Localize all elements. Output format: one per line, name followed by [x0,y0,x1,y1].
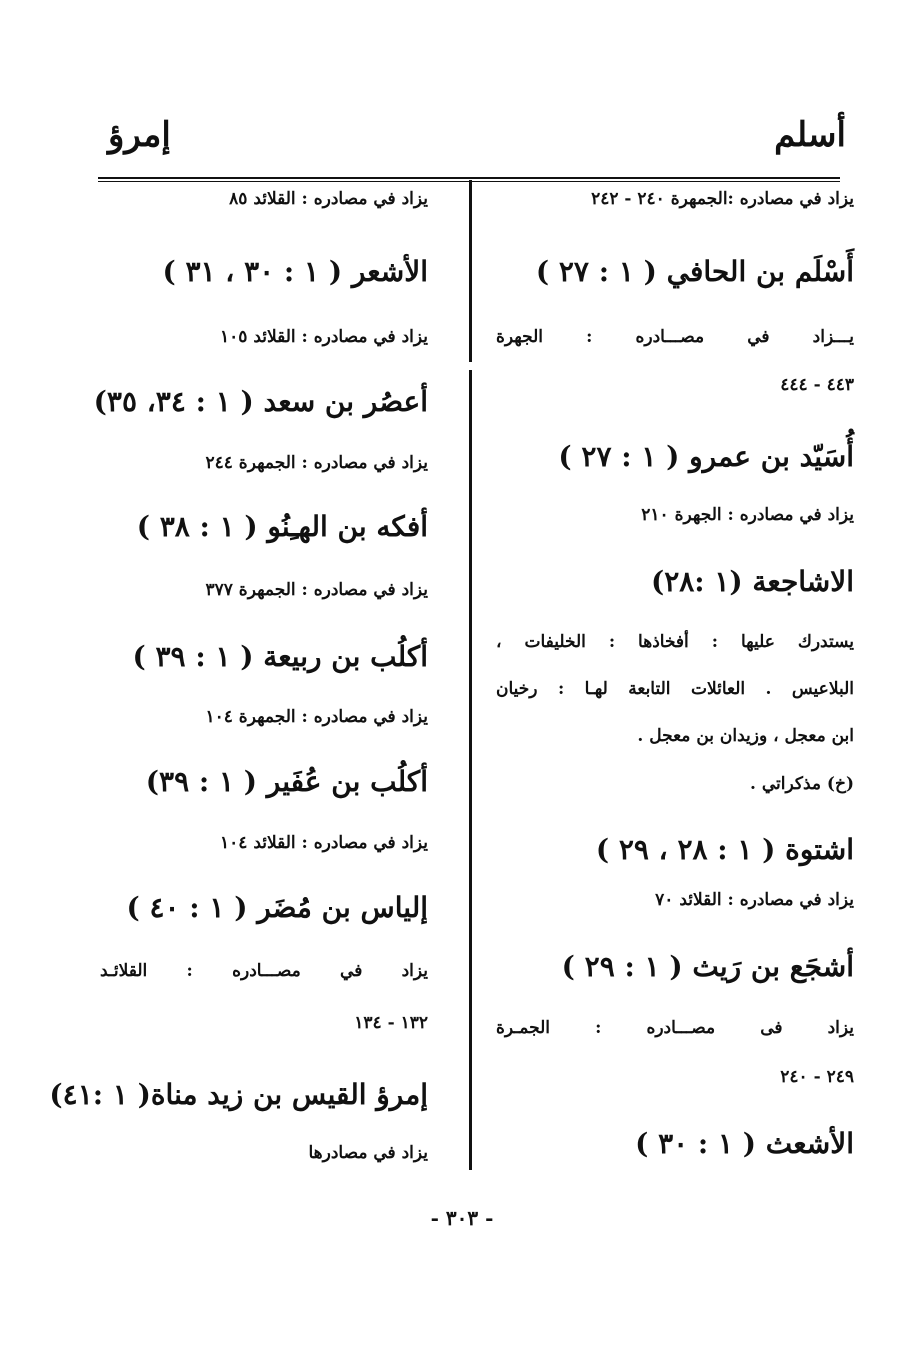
entry-note-line: يستدرك عليها : أفخاذها : الخليفات ، [496,632,854,652]
entry-source-continuation: ٤٤٣ - ٤٤٤ [780,375,854,395]
entry-source-line: يزاد في مصـــادره : القلائـد [100,961,428,981]
header-rule [98,177,840,179]
column-separator [469,180,472,362]
entry-source-line: يـــزاد في مصـــادره : الجهرة [496,327,854,347]
entry-source-line: يزاد في مصادره : القلائد ١٠٥ [220,327,428,347]
entry-heading: الأشعر ( ١ : ٣٠ ، ٣١ ) [162,255,428,288]
entry-heading: أكلُب بن عُفَير ( ١ : ٣٩) [145,765,428,798]
entry-source-line: يزاد في مصادره : الجمهرة ٢٤٤ [205,453,428,473]
entry-note-line: ابن معجل ، وزيدان بن معجل . [637,726,854,746]
entry-heading: أفكه بن الهـِنُو ( ١ : ٣٨ ) [136,510,428,543]
entry-heading: إلياس بن مُضَر ( ١ : ٤٠ ) [126,891,428,924]
entry-heading: أكلُب بن ربيعة ( ١ : ٣٩ ) [132,640,428,673]
entry-heading: اشتوة ( ١ : ٢٨ ، ٢٩ ) [595,833,854,866]
entry-heading: الاشاجعة (١ :٢٨) [650,565,854,598]
column-separator [469,370,472,1170]
entry-note-line: البلاعيس . العائلات التابعة لهـا : رخيان [496,679,854,699]
running-header-left: إمرؤ [108,115,171,155]
entry-source-continuation: ٢٤٩ - ٢٤٠ [780,1067,854,1087]
page-number: - ٣٠٣ - [430,1206,494,1230]
entry-heading: الأشعث ( ١ : ٣٠ ) [635,1127,854,1160]
entry-source-line: يزاد في مصادره : الجمهرة ١٠٤ [205,707,428,727]
entry-heading: إمرؤ القيس بن زيد مناة( ١ :٤١) [49,1078,428,1111]
entry-source-continuation: ١٣٢ - ١٣٤ [354,1013,428,1033]
running-header-right: أسلم [774,115,846,155]
entry-source-line: يزاد في مصادره : الجمهرة ٣٧٧ [205,580,428,600]
entry-heading: أُسَيّد بن عمرو ( ١ : ٢٧ ) [558,440,854,473]
entry-source-line: يزاد في مصادره : الجهرة ٢١٠ [641,505,854,525]
entry-source-line: يزاد في مصادره :الجمهرة ٢٤٠ - ٢٤٢ [591,189,854,209]
entry-source-line: يزاد في مصادره : القلائد ٧٠ [655,890,854,910]
entry-source-line: يزاد في مصادرها [308,1143,428,1163]
entry-source-line: يزاد في مصادره : القلائد ١٠٤ [220,833,428,853]
entry-note-line: (خ) مذكراتي . [750,774,854,794]
entry-heading: أعصُر بن سعد ( ١ : ٣٤، ٣٥) [93,385,428,418]
entry-source-line: يزاد في مصادره : القلائد ٨٥ [229,189,428,209]
entry-source-line: يزاد فى مصـــادره : الجمـرة [496,1018,854,1038]
entry-heading: أَسْلَم بن الحافي ( ١ : ٢٧ ) [535,255,854,288]
entry-heading: أشجَع بن رَيث ( ١ : ٢٩ ) [561,950,854,983]
